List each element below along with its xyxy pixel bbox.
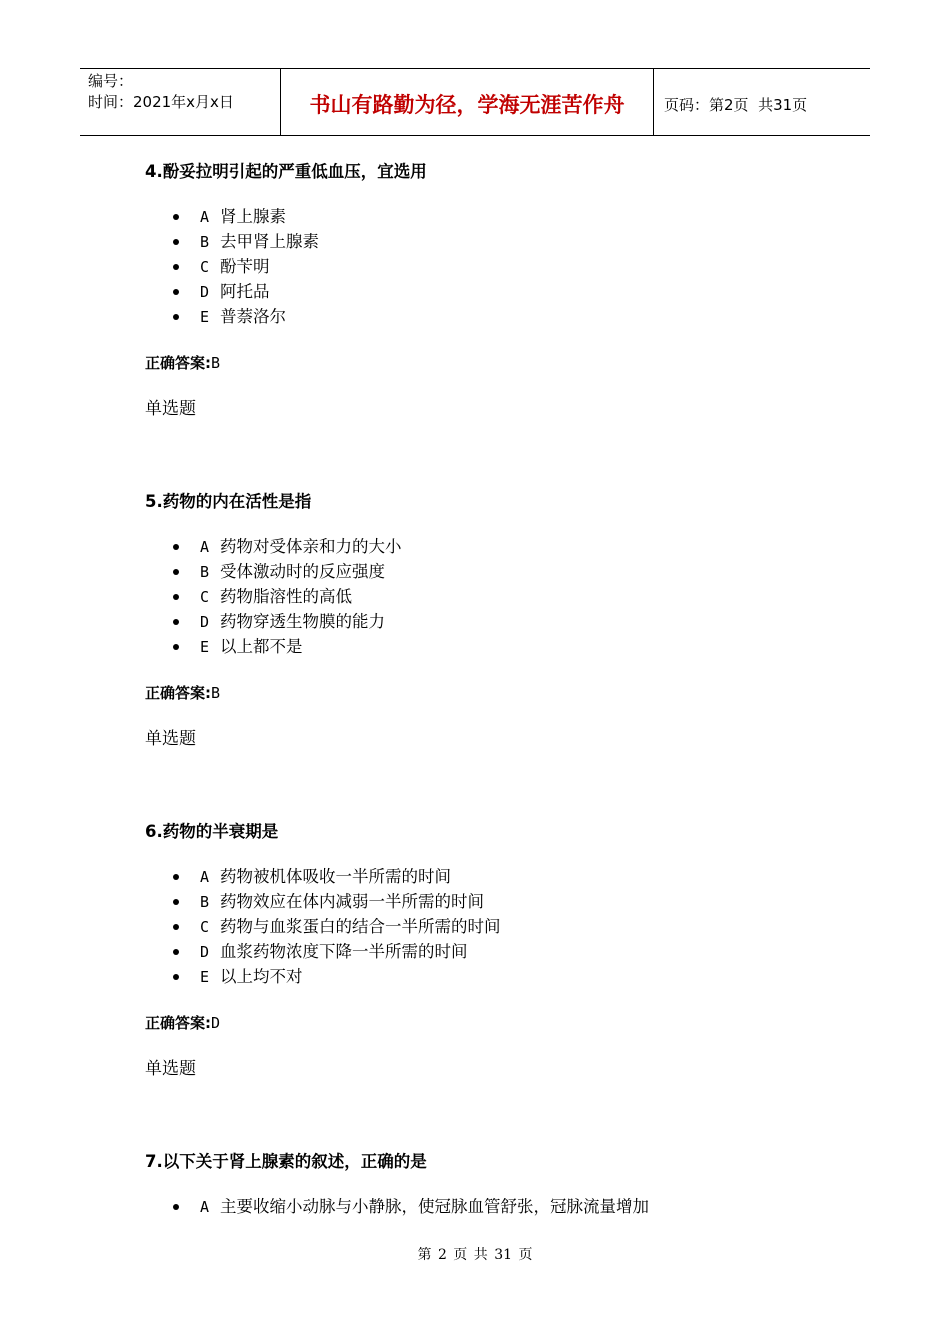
bullet-icon bbox=[173, 974, 179, 980]
option-list bbox=[145, 534, 845, 659]
option-text: 以上都不是 bbox=[220, 637, 303, 656]
bullet-icon bbox=[173, 264, 179, 270]
answer-value: B bbox=[211, 684, 221, 702]
option-item bbox=[145, 204, 845, 229]
option-letter: A bbox=[200, 538, 210, 556]
option-text: 药物与血浆蛋白的结合一半所需的时间 bbox=[220, 917, 501, 936]
option-text: 以上均不对 bbox=[220, 967, 303, 986]
option-text: 药物脂溶性的高低 bbox=[220, 587, 352, 606]
bullet-icon bbox=[173, 644, 179, 650]
option-letter: D bbox=[200, 613, 210, 631]
option-letter: E bbox=[200, 638, 210, 656]
option-letter: B bbox=[200, 563, 210, 581]
question-type: 单选题 bbox=[145, 729, 196, 749]
motto-text: 书山有路勤为径，学海无涯苦作舟 bbox=[309, 93, 625, 117]
option-text: 药物效应在体内减弱一半所需的时间 bbox=[220, 892, 484, 911]
option-list bbox=[145, 204, 845, 329]
option-letter: A bbox=[200, 208, 210, 226]
question-6 bbox=[145, 820, 845, 1081]
answer-line bbox=[145, 1011, 845, 1035]
page-footer: 第 2 页 共 31 页 bbox=[417, 1247, 533, 1263]
bullet-icon bbox=[173, 1204, 179, 1210]
option-letter: D bbox=[200, 283, 210, 301]
option-item bbox=[145, 304, 845, 329]
bullet-icon bbox=[173, 594, 179, 600]
option-letter: D bbox=[200, 943, 210, 961]
option-text: 酚苄明 bbox=[220, 257, 270, 276]
option-list bbox=[145, 864, 845, 989]
option-item bbox=[145, 534, 845, 559]
bullet-icon bbox=[173, 619, 179, 625]
answer-label: 正确答案: bbox=[145, 684, 211, 702]
option-text: 药物穿透生物膜的能力 bbox=[220, 612, 385, 631]
question-title: 7.以下关于肾上腺素的叙述，正确的是 bbox=[145, 1152, 427, 1171]
bullet-icon bbox=[173, 899, 179, 905]
option-item bbox=[145, 584, 845, 609]
bullet-icon bbox=[173, 924, 179, 930]
option-item bbox=[145, 279, 845, 304]
option-letter: B bbox=[200, 233, 210, 251]
bullet-icon bbox=[173, 949, 179, 955]
option-text: 药物对受体亲和力的大小 bbox=[220, 537, 402, 556]
bullet-icon bbox=[173, 214, 179, 220]
option-item bbox=[145, 889, 845, 914]
question-type: 单选题 bbox=[145, 1059, 196, 1079]
header-meta bbox=[80, 69, 281, 135]
answer-line bbox=[145, 351, 845, 375]
header-motto bbox=[281, 69, 654, 135]
answer-value: D bbox=[211, 1014, 221, 1032]
option-item bbox=[145, 939, 845, 964]
page-header bbox=[80, 68, 870, 136]
bullet-icon bbox=[173, 569, 179, 575]
option-item bbox=[145, 1194, 845, 1219]
answer-label: 正确答案: bbox=[145, 354, 211, 372]
option-item bbox=[145, 864, 845, 889]
question-5 bbox=[145, 490, 845, 751]
option-item bbox=[145, 609, 845, 634]
option-text: 受体激动时的反应强度 bbox=[220, 562, 385, 581]
option-letter: B bbox=[200, 893, 210, 911]
option-item bbox=[145, 229, 845, 254]
option-letter: A bbox=[200, 1198, 210, 1216]
option-text: 去甲肾上腺素 bbox=[220, 232, 319, 251]
option-item bbox=[145, 964, 845, 989]
option-letter: E bbox=[200, 308, 210, 326]
option-letter: A bbox=[200, 868, 210, 886]
option-item bbox=[145, 254, 845, 279]
bullet-icon bbox=[173, 239, 179, 245]
answer-label: 正确答案: bbox=[145, 1014, 211, 1032]
bullet-icon bbox=[173, 874, 179, 880]
code-label: 编号： bbox=[88, 72, 134, 90]
answer-value: B bbox=[211, 354, 221, 372]
option-item bbox=[145, 559, 845, 584]
question-4 bbox=[145, 160, 845, 421]
header-page-info bbox=[654, 69, 870, 135]
option-letter: C bbox=[200, 258, 210, 276]
question-title: 6.药物的半衰期是 bbox=[145, 822, 279, 841]
option-item bbox=[145, 914, 845, 939]
option-list bbox=[145, 1194, 845, 1219]
date-label: 时间：2021年x月x日 bbox=[88, 93, 234, 111]
question-title: 5.药物的内在活性是指 bbox=[145, 492, 312, 511]
question-7 bbox=[145, 1150, 845, 1219]
option-letter: C bbox=[200, 588, 210, 606]
option-text: 普萘洛尔 bbox=[220, 307, 286, 326]
bullet-icon bbox=[173, 314, 179, 320]
option-text: 主要收缩小动脉与小静脉，使冠脉血管舒张，冠脉流量增加 bbox=[220, 1197, 649, 1216]
answer-line bbox=[145, 681, 845, 705]
bullet-icon bbox=[173, 544, 179, 550]
question-title: 4.酚妥拉明引起的严重低血压，宜选用 bbox=[145, 162, 427, 181]
option-letter: E bbox=[200, 968, 210, 986]
option-letter: C bbox=[200, 918, 210, 936]
page-info-text: 页码：第2页 共31页 bbox=[664, 95, 808, 114]
option-text: 血浆药物浓度下降一半所需的时间 bbox=[220, 942, 468, 961]
option-item bbox=[145, 634, 845, 659]
bullet-icon bbox=[173, 289, 179, 295]
option-text: 肾上腺素 bbox=[220, 207, 286, 226]
option-text: 阿托品 bbox=[220, 282, 270, 301]
question-type: 单选题 bbox=[145, 399, 196, 419]
option-text: 药物被机体吸收一半所需的时间 bbox=[220, 867, 451, 886]
